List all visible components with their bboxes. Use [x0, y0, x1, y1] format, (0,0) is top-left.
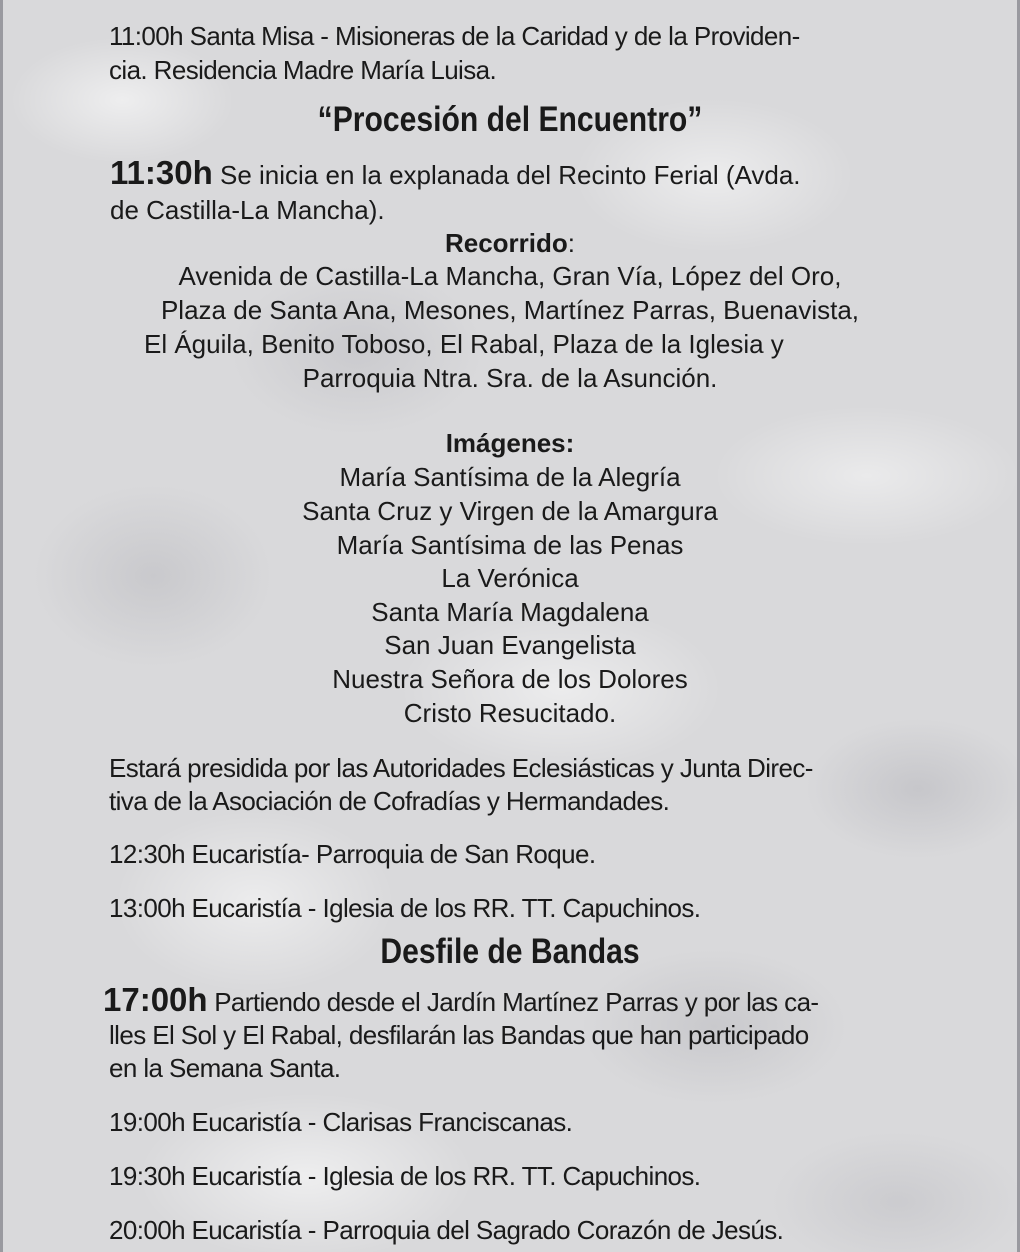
misa-entry: 12:30h Eucaristía- Parroquia de San Roque. [109, 839, 596, 869]
recorrido-line: Plaza de Santa Ana, Mesones, Martínez Parras, Buenavista, [160, 295, 860, 325]
procesion-start-text: Se inicia en la explanada del Recinto Ferial (Avda. [219, 160, 801, 190]
procesion-time: 11:30h [110, 154, 213, 191]
presidida-line-2: tiva de la Asociación de Cofradías y Hermandades. [109, 786, 670, 816]
procesion-start-line [110, 156, 801, 192]
misa-entry: 19:30h Eucaristía - Iglesia de los RR. TT. Capuchinos. [109, 1161, 701, 1191]
imagen-item: María Santísima de las Penas [336, 530, 684, 560]
recorrido-line: El Águila, Benito Toboso, El Rabal, Plaza de la Iglesia y [144, 329, 784, 359]
recorrido-colon: : [567, 228, 576, 258]
intro-line-2: cia. Residencia Madre María Luisa. [109, 55, 497, 85]
desfile-time: 17:00h [103, 981, 208, 1018]
desfile-line-2: lles El Sol y El Rabal, desfilarán las Bandas que han participado [109, 1020, 809, 1050]
imagen-item: María Santísima de la Alegría [339, 462, 681, 492]
imagen-item: Santa María Magdalena [371, 597, 649, 627]
imagen-item: San Juan Evangelista [384, 630, 636, 660]
misa-entry: 19:00h Eucaristía - Clarisas Franciscanas. [109, 1107, 573, 1137]
desfile-text: Partiendo desde el Jardín Martínez Parras y por las ca- [214, 987, 819, 1017]
imagen-item: La Verónica [441, 563, 579, 593]
recorrido-line: Parroquia Ntra. Sra. de la Asunción. [302, 363, 718, 393]
recorrido-line: Avenida de Castilla-La Mancha, Gran Vía, López del Oro, [178, 261, 842, 291]
desfile-heading: Desfile de Bandas [380, 932, 640, 971]
imagen-item: Nuestra Señora de los Dolores [332, 664, 688, 694]
imagenes-label: Imágenes: [445, 428, 575, 458]
misa-entry: 13:00h Eucaristía - Iglesia de los RR. TT. Capuchinos. [109, 893, 701, 923]
procesion-start-line-2: de Castilla-La Mancha). [110, 195, 385, 225]
intro-line-1: 11:00h Santa Misa - Misioneras de la Caridad y de la Providen- [109, 21, 800, 51]
presidida-line-1: Estará presidida por las Autoridades Eclesiásticas y Junta Direc- [109, 753, 813, 783]
recorrido-label-line [0, 226, 1020, 260]
imagen-item: Cristo Resucitado. [403, 698, 617, 728]
imagen-item: Santa Cruz y Virgen de la Amargura [302, 496, 718, 526]
desfile-line-3: en la Semana Santa. [109, 1053, 341, 1083]
desfile-start-line [103, 983, 819, 1019]
misa-entry: 20:00h Eucaristía - Parroquia del Sagrado Corazón de Jesús. [109, 1215, 784, 1245]
recorrido-label: Recorrido [444, 228, 568, 258]
procesion-heading: “Procesión del Encuentro” [317, 100, 703, 139]
